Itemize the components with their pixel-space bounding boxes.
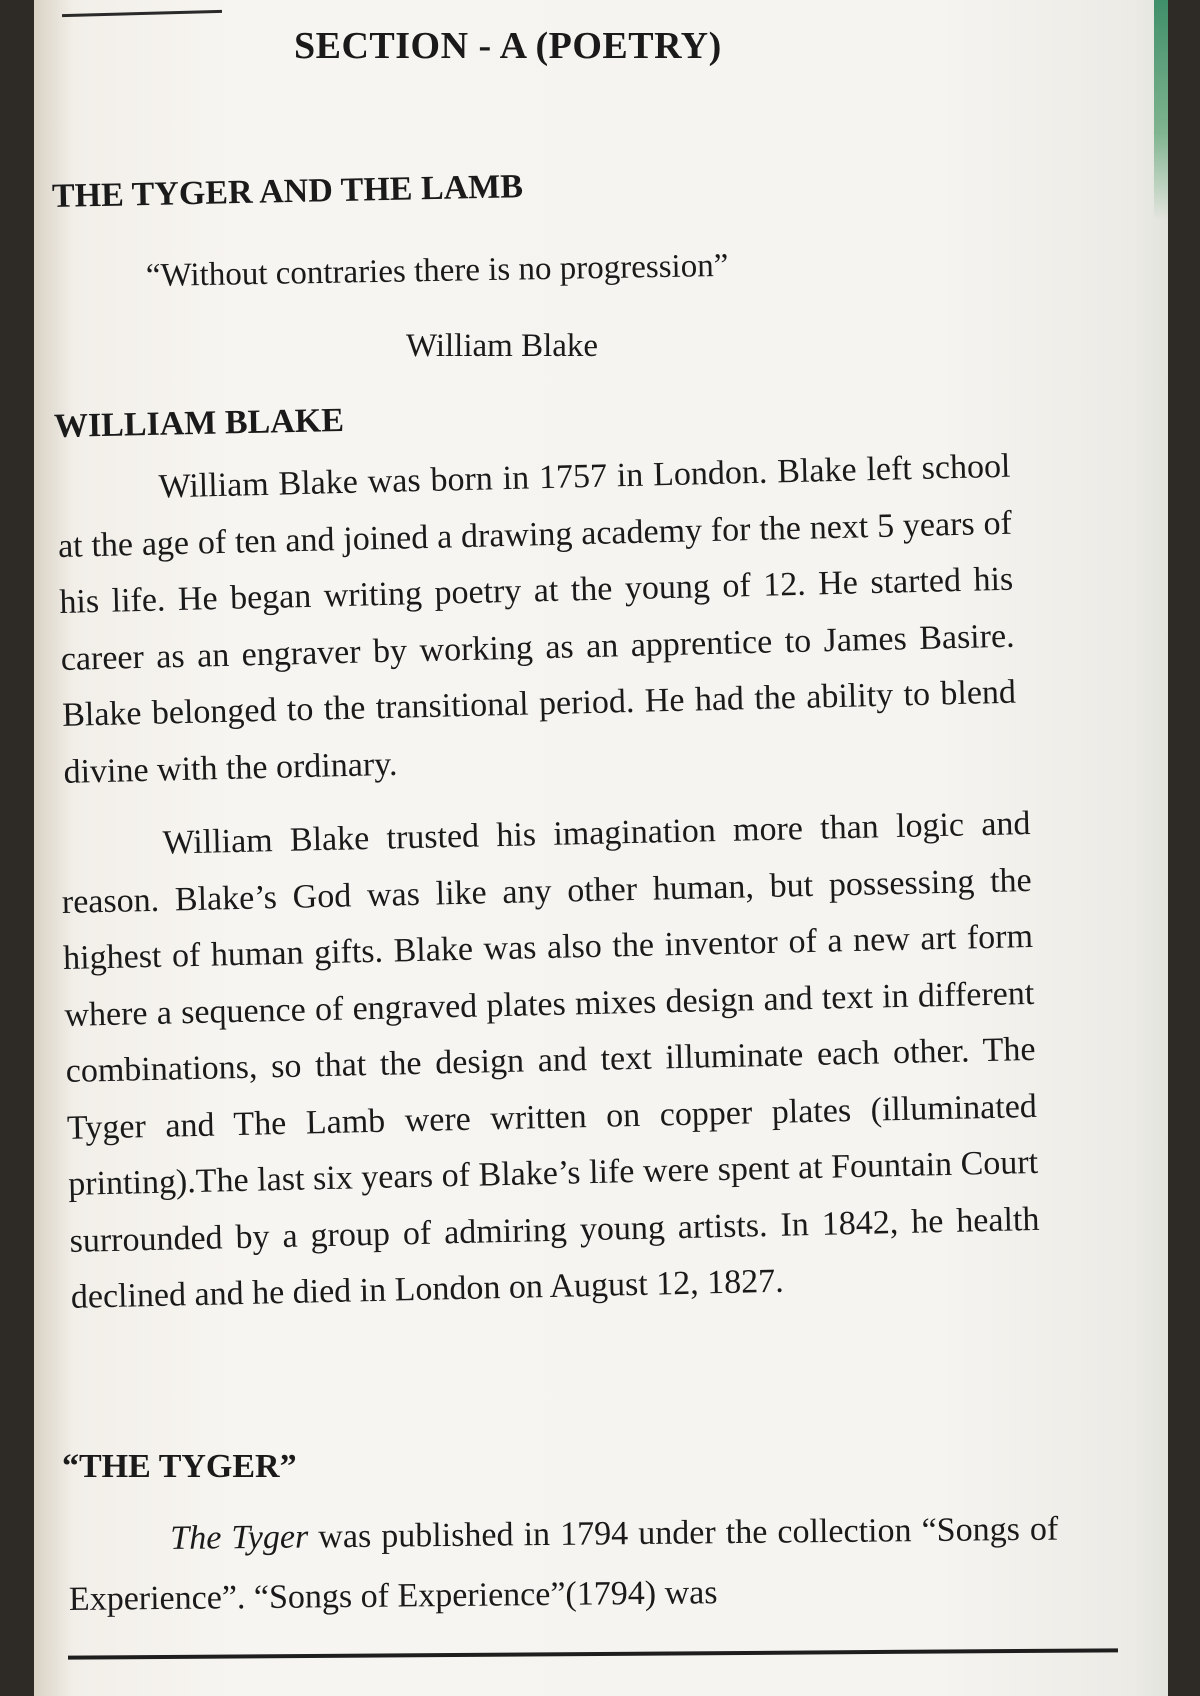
tyger-paragraph-text: was published in 1794 under the collection “Songs of Experience”. “Songs of Experience”(1794) was	[68, 1510, 1059, 1618]
page-edge-tab	[1154, 0, 1168, 220]
tyger-heading: “THE TYGER”	[62, 1448, 297, 1485]
biography-paragraph-2: William Blake trusted his imagination more than logic and reason. Blake’s God was like any other human, but possessing the highest of human gifts. Blake was also the inventor of a new art form where a sequence of engraved plates mixes design and text in different combinations, so that the design and text illuminate each other. The Tyger and The Lamb were written on copper plates (illuminated printing).The last six years of Blake’s life were spent at Fountain Court surrounded by a group of admiring young artists. In 1842, he health declined and he died in London on August 12, 1827.	[61, 804, 1040, 1316]
bottom-rule	[68, 1648, 1118, 1659]
book-page	[34, 0, 1168, 1696]
tyger-italic-title: The Tyger	[170, 1518, 309, 1557]
author-heading: WILLIAM BLAKE	[53, 401, 345, 445]
epigraph-author: William Blake	[406, 328, 599, 364]
epigraph-quote: “Without contraries there is no progression”	[145, 247, 729, 294]
top-rule	[62, 10, 222, 17]
tyger-paragraph	[68, 1500, 1059, 1630]
biography-paragraph-1: William Blake was born in 1757 in London. Blake left school at the age of ten and joined a drawing academy for the next 5 years of his life. He began writing poetry at the young of 12. He started his career as an engraver by working as an apprentice to James Basire. Blake belonged to the transitional period. He had the ability to blend divine with the ordinary.	[57, 447, 1017, 791]
poem-title: THE TYGER AND THE LAMB	[51, 168, 524, 215]
section-title: SECTION - A (POETRY)	[294, 25, 722, 67]
